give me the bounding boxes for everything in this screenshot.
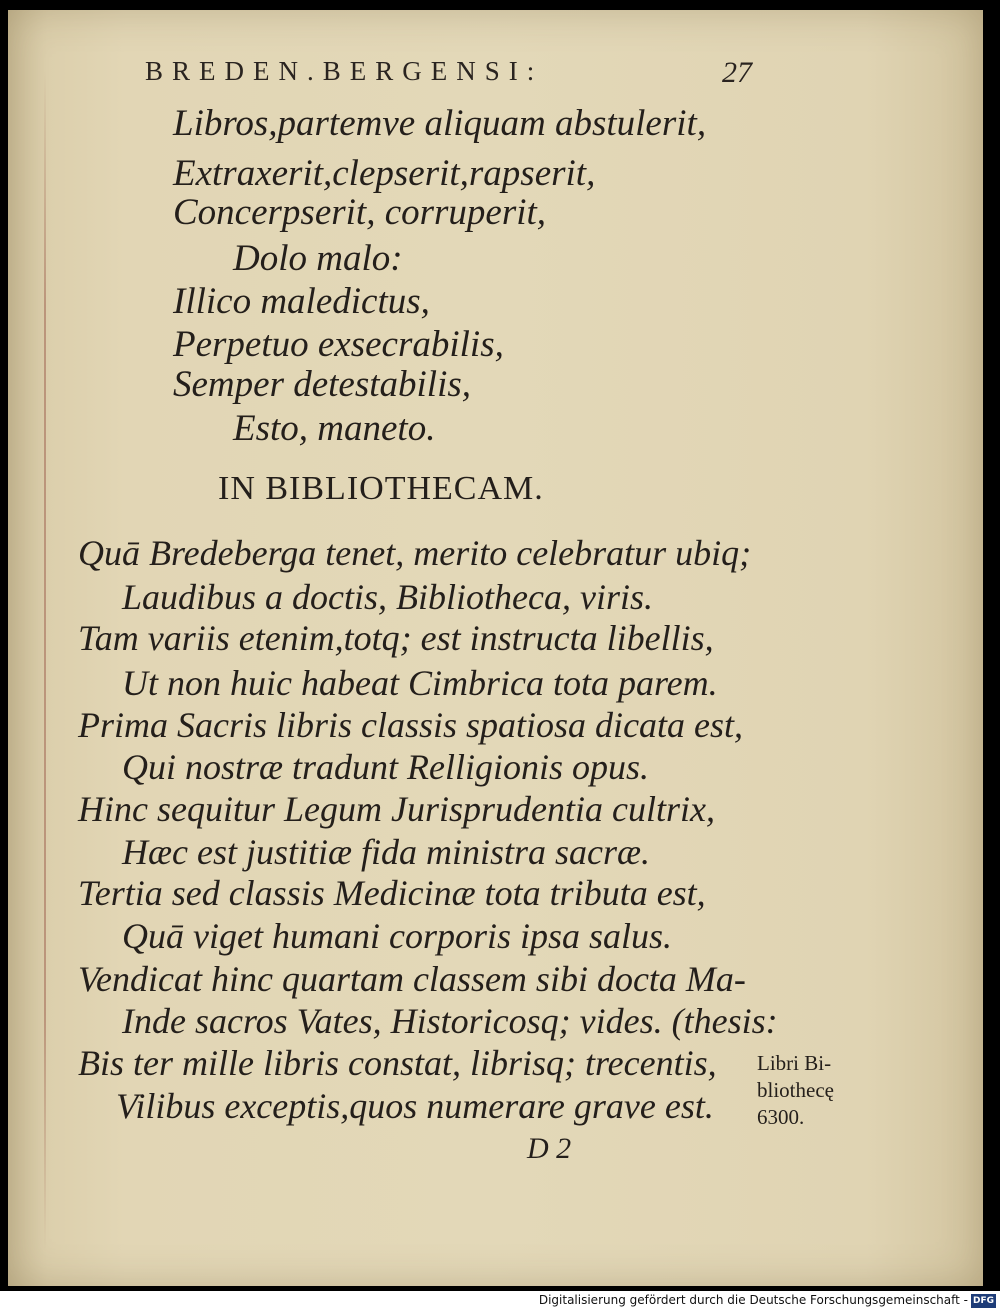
verse-line: Semper detestabilis, — [173, 364, 472, 405]
verse-line: Esto, maneto. — [233, 408, 436, 449]
gutter-edge — [44, 70, 46, 1250]
verse-line: Bis ter mille libris constat, librisq; trecentis, — [78, 1043, 717, 1083]
verse-line: Vendicat hinc quartam classem sibi docta Ma- — [78, 959, 746, 999]
verse-line: Ut non huic habeat Cimbrica tota parem. — [122, 663, 718, 703]
verse-line: Concerpserit, corruperit, — [173, 192, 547, 233]
verse-line: Vilibus exceptis,quos numerare grave est. — [116, 1086, 714, 1126]
page-number: 27 — [722, 56, 752, 89]
signature-mark: D 2 — [527, 1132, 572, 1165]
footer-bar — [0, 1291, 1000, 1312]
verse-line: Quā viget humani corporis ipsa salus. — [122, 916, 673, 956]
running-head-title: BREDEN.BERGENSI: — [145, 56, 544, 86]
verse-line: Libros,partemve aliquam abstulerit, — [173, 103, 707, 144]
margin-note — [757, 1050, 867, 1131]
verse-line: Illico maledictus, — [173, 281, 430, 322]
section-heading: IN BIBLIOTHECAM. — [218, 470, 544, 507]
verse-line: Tam variis etenim,totq; est instructa libellis, — [78, 618, 714, 658]
verse-line: Inde sacros Vates, Historicosq; vides. (thesis: — [122, 1001, 778, 1041]
dfg-logo-icon: DFG — [972, 1296, 994, 1306]
verse-line: Perpetuo exsecrabilis, — [173, 324, 504, 365]
verse-line: Quā Bredeberga tenet, merito celebratur ubiq; — [78, 533, 752, 573]
verse-line: Hinc sequitur Legum Jurisprudentia cultrix, — [78, 789, 715, 829]
footer-credit: Digitalisierung gefördert durch die Deutsche Forschungsgemeinschaft - — [538, 1293, 968, 1307]
margin-note-line: 6300. — [757, 1105, 805, 1129]
margin-note-line: bliothecę — [757, 1078, 834, 1102]
verse-line: Laudibus a doctis, Bibliotheca, viris. — [122, 577, 653, 617]
verse-line: Dolo malo: — [233, 238, 403, 279]
verse-line: Prima Sacris libris classis spatiosa dicata est, — [78, 705, 744, 745]
margin-note-line: Libri Bi- — [757, 1051, 832, 1075]
verse-line: Tertia sed classis Medicinæ tota tributa est, — [78, 873, 706, 913]
verse-line: Qui nostræ tradunt Relligionis opus. — [122, 747, 650, 787]
verse-line: Extraxerit,clepserit,rapserit, — [173, 153, 596, 194]
verse-line: Hæc est justitiæ fida ministra sacræ. — [122, 832, 651, 872]
